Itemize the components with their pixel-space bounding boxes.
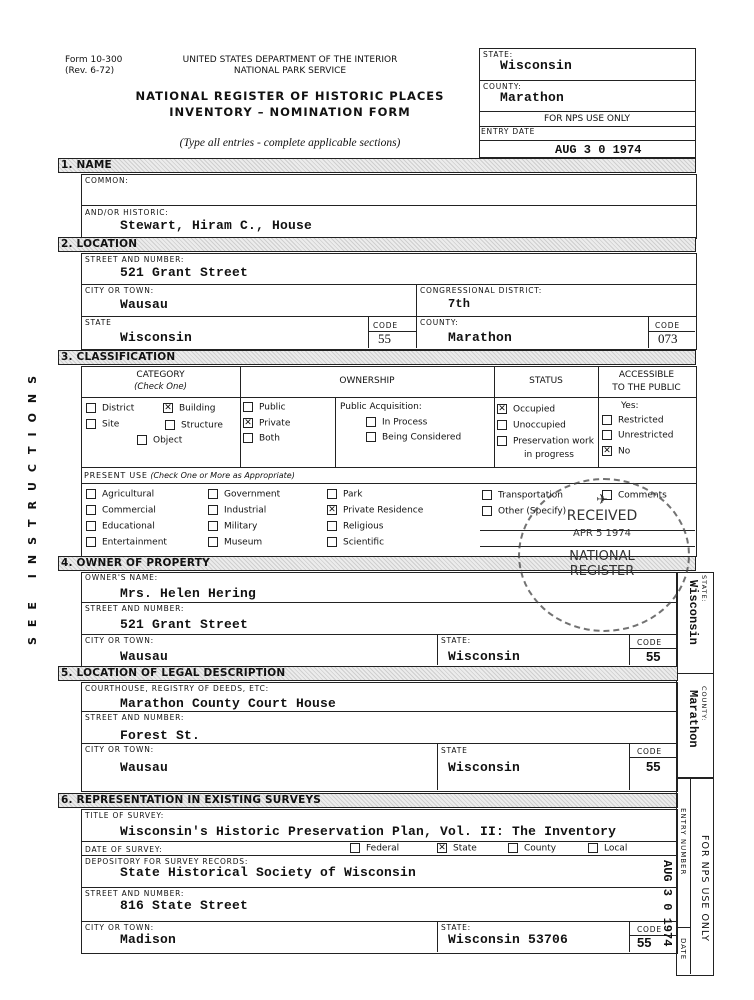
use-industrial[interactable] bbox=[208, 505, 266, 516]
form-number bbox=[65, 55, 122, 77]
checkbox[interactable] bbox=[508, 843, 518, 853]
option-label: Building bbox=[179, 403, 216, 414]
survey-level-federal[interactable] bbox=[350, 843, 399, 854]
owner-street-label: STREET AND NUMBER: bbox=[85, 604, 185, 613]
side-nps-use-only-label: FOR NPS USE ONLY bbox=[699, 835, 710, 942]
accessible-header bbox=[598, 369, 695, 395]
section-4-header: 4. OWNER OF PROPERTY bbox=[58, 556, 696, 571]
checkbox[interactable] bbox=[366, 417, 376, 427]
agency-heading bbox=[150, 55, 430, 77]
accessible-no[interactable] bbox=[602, 446, 630, 457]
form-title-line1: NATIONAL REGISTER OF HISTORIC PLACES bbox=[135, 89, 445, 103]
accessible-header-line1: ACCESSIBLE bbox=[618, 370, 675, 380]
checkbox[interactable] bbox=[327, 521, 337, 531]
depository-city-field[interactable]: Madison bbox=[120, 932, 177, 947]
checkbox[interactable] bbox=[86, 489, 96, 499]
location-county-field[interactable]: Marathon bbox=[448, 330, 513, 345]
option-label: County bbox=[524, 843, 557, 854]
side-county-value[interactable]: Marathon bbox=[686, 690, 700, 748]
option-label: Scientific bbox=[343, 537, 385, 548]
airplane-icon: ✈ bbox=[596, 492, 608, 508]
option-label: Public bbox=[259, 402, 286, 413]
location-county-label: COUNTY: bbox=[420, 318, 459, 327]
legal-state-label: STATE bbox=[441, 746, 468, 755]
owner-street-field[interactable]: 521 Grant Street bbox=[120, 617, 249, 632]
acquisition-being-considered[interactable] bbox=[366, 432, 461, 443]
use-agricultural[interactable] bbox=[86, 489, 154, 500]
checkbox[interactable] bbox=[86, 505, 96, 515]
checkbox[interactable] bbox=[208, 521, 218, 531]
owner-name-label: OWNER'S NAME: bbox=[85, 573, 158, 582]
checkbox[interactable] bbox=[588, 843, 598, 853]
section-1-header: 1. NAME bbox=[58, 158, 696, 173]
option-label: District bbox=[102, 403, 135, 414]
side-state-label: STATE: bbox=[700, 575, 708, 603]
accessible-restricted[interactable] bbox=[602, 415, 664, 426]
side-date-label: DATE bbox=[679, 938, 687, 961]
option-label: No bbox=[618, 446, 631, 457]
option-label: Unoccupied bbox=[513, 420, 566, 431]
depository-field[interactable]: State Historical Society of Wisconsin bbox=[120, 865, 417, 880]
option-label: Military bbox=[224, 521, 258, 532]
ownership-public[interactable] bbox=[243, 402, 286, 413]
option-label: Federal bbox=[366, 843, 400, 854]
section-5-header: 5. LOCATION OF LEGAL DESCRIPTION bbox=[58, 666, 678, 681]
top-state-value[interactable]: Wisconsin bbox=[500, 58, 573, 73]
survey-title-label: TITLE OF SURVEY: bbox=[85, 811, 165, 820]
stamp-national: NATIONAL bbox=[569, 549, 635, 564]
option-label: Site bbox=[102, 419, 120, 430]
common-name-label: COMMON: bbox=[85, 176, 129, 185]
checkbox-checked[interactable]: ✕ bbox=[328, 505, 336, 515]
checkbox[interactable] bbox=[208, 505, 218, 515]
option-label: Other (Specify) bbox=[498, 506, 567, 517]
status-header: STATUS bbox=[529, 376, 563, 386]
legal-city-field[interactable]: Wausau bbox=[120, 760, 169, 775]
use-park[interactable] bbox=[327, 489, 362, 500]
checkbox[interactable] bbox=[208, 489, 218, 499]
legal-street-label: STREET AND NUMBER: bbox=[85, 713, 185, 722]
survey-level-local[interactable] bbox=[588, 843, 627, 854]
category-site[interactable] bbox=[86, 419, 119, 430]
department-text: UNITED STATES DEPARTMENT OF THE INTERIOR bbox=[182, 55, 398, 65]
checkbox[interactable] bbox=[482, 506, 492, 516]
use-entertainment[interactable] bbox=[86, 537, 167, 548]
accessible-yes-label: Yes: bbox=[621, 401, 639, 411]
option-label: Unrestricted bbox=[618, 430, 674, 441]
status-occupied[interactable] bbox=[497, 404, 555, 415]
option-label: Occupied bbox=[513, 404, 556, 415]
option-label: Educational bbox=[102, 521, 155, 532]
entry-date-stamp: AUG 3 0 1974 bbox=[555, 143, 642, 157]
location-state-label: STATE bbox=[85, 318, 112, 327]
checkbox[interactable] bbox=[86, 537, 96, 547]
use-military[interactable] bbox=[208, 521, 257, 532]
depository-city-label: CITY OR TOWN: bbox=[85, 923, 154, 932]
checkbox[interactable] bbox=[208, 537, 218, 547]
accessible-unrestricted[interactable] bbox=[602, 430, 673, 441]
option-label: Being Considered bbox=[382, 432, 462, 443]
historic-name-label: AND/OR HISTORIC: bbox=[85, 208, 169, 217]
checkbox[interactable] bbox=[86, 521, 96, 531]
legal-code-label: CODE bbox=[637, 747, 662, 756]
present-use-note: (Check One or More as Appropriate) bbox=[150, 471, 295, 480]
owner-code-field[interactable]: 55 bbox=[646, 649, 661, 664]
option-label: Transportation bbox=[498, 490, 563, 501]
county-code-field[interactable]: 073 bbox=[658, 331, 678, 346]
legal-street-field[interactable]: Forest St. bbox=[120, 728, 201, 743]
see-instructions-side: SEE INSTRUCTIONS bbox=[26, 365, 39, 645]
use-museum[interactable] bbox=[208, 537, 262, 548]
survey-date-label: DATE OF SURVEY: bbox=[85, 845, 163, 854]
present-use-label: PRESENT USE bbox=[84, 471, 148, 480]
checkbox[interactable] bbox=[243, 402, 253, 412]
status-in-progress-text: in progress bbox=[524, 450, 574, 460]
checkbox-checked[interactable]: ✕ bbox=[164, 403, 172, 413]
entry-date-label: ENTRY DATE bbox=[481, 127, 536, 136]
location-street-field[interactable]: 521 Grant Street bbox=[120, 265, 249, 280]
owner-city-label: CITY OR TOWN: bbox=[85, 636, 154, 645]
category-structure[interactable] bbox=[165, 420, 223, 431]
instructions-note: (Type all entries - complete applicable sections) bbox=[179, 137, 401, 149]
depository-label: DEPOSITORY FOR SURVEY RECORDS: bbox=[85, 857, 249, 866]
owner-name-field[interactable]: Mrs. Helen Hering bbox=[120, 586, 257, 601]
top-county-value[interactable]: Marathon bbox=[500, 90, 565, 105]
checkbox[interactable] bbox=[86, 419, 96, 429]
top-county-label: COUNTY: bbox=[483, 82, 522, 91]
side-entry-number-label: ENTRY NUMBER bbox=[679, 808, 687, 876]
congressional-district-field[interactable]: 7th bbox=[448, 297, 471, 311]
side-date-stamp: AUG 3 0 1974 bbox=[660, 860, 674, 947]
checkbox[interactable] bbox=[602, 430, 612, 440]
form-revision-text: (Rev. 6-72) bbox=[65, 66, 115, 76]
present-use-heading bbox=[84, 471, 295, 480]
survey-title-field[interactable]: Wisconsin's Historic Preservation Plan, Vol. II: The Inventory bbox=[120, 824, 617, 839]
location-street-label: STREET AND NUMBER: bbox=[85, 255, 185, 264]
stamp-register: REGISTER bbox=[569, 564, 635, 579]
location-city-label: CITY OR TOWN: bbox=[85, 286, 154, 295]
checkbox[interactable] bbox=[497, 436, 507, 446]
option-label: Comments bbox=[618, 490, 667, 501]
checkbox[interactable] bbox=[165, 420, 175, 430]
received-stamp-text bbox=[520, 478, 684, 628]
legal-code-field[interactable]: 55 bbox=[646, 759, 661, 774]
checkbox-checked[interactable]: ✕ bbox=[498, 404, 506, 414]
stamp-received: RECEIVED bbox=[566, 508, 638, 524]
ownership-both[interactable] bbox=[243, 433, 280, 444]
option-label: Religious bbox=[343, 521, 384, 532]
option-label: Commercial bbox=[102, 505, 156, 516]
category-header bbox=[81, 369, 240, 393]
depository-code-label: CODE bbox=[637, 925, 662, 934]
option-label: State bbox=[453, 843, 477, 854]
use-private-residence[interactable] bbox=[327, 505, 423, 516]
nps-use-only-label: FOR NPS USE ONLY bbox=[543, 114, 631, 124]
option-label: Restricted bbox=[618, 415, 664, 426]
option-label: Museum bbox=[224, 537, 263, 548]
option-label: Park bbox=[343, 489, 363, 500]
depository-street-label: STREET AND NUMBER: bbox=[85, 889, 185, 898]
option-label: Private bbox=[259, 418, 291, 429]
side-county-label: COUNTY: bbox=[700, 686, 708, 722]
option-label: Government bbox=[224, 489, 281, 500]
checkbox[interactable] bbox=[366, 432, 376, 442]
congressional-district-label: CONGRESSIONAL DISTRICT: bbox=[420, 286, 543, 295]
survey-level-county[interactable] bbox=[508, 843, 556, 854]
option-label: Object bbox=[153, 435, 183, 446]
status-unoccupied[interactable] bbox=[497, 420, 566, 431]
public-acquisition-label: Public Acquisition: bbox=[340, 402, 422, 412]
section-2-header: 2. LOCATION bbox=[58, 237, 696, 252]
use-religious[interactable] bbox=[327, 521, 384, 532]
status-preservation-work[interactable] bbox=[497, 436, 594, 447]
depository-state-label: STATE: bbox=[441, 923, 471, 932]
depository-code-field[interactable]: 55 bbox=[637, 935, 652, 950]
checkbox[interactable] bbox=[137, 435, 147, 445]
checkbox[interactable] bbox=[350, 843, 360, 853]
category-header-text: CATEGORY bbox=[136, 370, 185, 380]
checkbox[interactable] bbox=[482, 490, 492, 500]
option-label: Agricultural bbox=[102, 489, 155, 500]
checkbox[interactable] bbox=[86, 403, 96, 413]
option-label: In Process bbox=[382, 417, 428, 428]
form-title-line2: INVENTORY – NOMINATION FORM bbox=[169, 105, 411, 119]
location-city-field[interactable]: Wausau bbox=[120, 297, 169, 312]
owner-code-label: CODE bbox=[637, 638, 662, 647]
county-code-label: CODE bbox=[655, 321, 680, 330]
use-commercial[interactable] bbox=[86, 505, 156, 516]
option-label: Both bbox=[259, 433, 280, 444]
category-subheader-text: (Check One) bbox=[134, 382, 187, 392]
use-educational[interactable] bbox=[86, 521, 155, 532]
side-state-value[interactable]: Wisconsin bbox=[686, 580, 700, 645]
stamp-date: APR 5 1974 bbox=[573, 528, 631, 539]
option-label: Preservation work bbox=[513, 436, 594, 447]
legal-city-label: CITY OR TOWN: bbox=[85, 745, 154, 754]
option-label: Private Residence bbox=[343, 505, 424, 516]
ownership-header: OWNERSHIP bbox=[339, 376, 395, 386]
checkbox[interactable] bbox=[327, 537, 337, 547]
checkbox-checked[interactable]: ✕ bbox=[244, 418, 252, 428]
courthouse-label: COURTHOUSE, REGISTRY OF DEEDS, ETC: bbox=[85, 684, 269, 693]
state-code-field[interactable]: 55 bbox=[378, 331, 391, 346]
owner-state-label: STATE: bbox=[441, 636, 471, 645]
owner-city-field[interactable]: Wausau bbox=[120, 649, 169, 664]
state-code-label: CODE bbox=[373, 321, 398, 330]
option-label: Local bbox=[604, 843, 628, 854]
category-building[interactable] bbox=[163, 403, 216, 414]
option-label: Entertainment bbox=[102, 537, 167, 548]
form-number-text: Form 10-300 bbox=[65, 55, 123, 65]
courthouse-field[interactable]: Marathon County Court House bbox=[120, 696, 337, 711]
survey-level-state[interactable] bbox=[437, 843, 477, 854]
checkbox[interactable] bbox=[602, 415, 612, 425]
option-label: Industrial bbox=[224, 505, 267, 516]
section-3-header: 3. CLASSIFICATION bbox=[58, 350, 696, 365]
checkbox[interactable] bbox=[243, 433, 253, 443]
checkbox[interactable] bbox=[497, 420, 507, 430]
ownership-private[interactable] bbox=[243, 418, 290, 429]
form-title bbox=[120, 88, 460, 120]
depository-street-field[interactable]: 816 State Street bbox=[120, 898, 249, 913]
legal-state-field[interactable]: Wisconsin bbox=[448, 760, 521, 775]
section-6-header: 6. REPRESENTATION IN EXISTING SURVEYS bbox=[58, 793, 678, 808]
service-text: NATIONAL PARK SERVICE bbox=[233, 66, 347, 76]
accessible-header-line2: TO THE PUBLIC bbox=[612, 383, 681, 393]
use-scientific[interactable] bbox=[327, 537, 384, 548]
checkbox-checked[interactable]: ✕ bbox=[603, 446, 611, 456]
top-state-label: STATE: bbox=[483, 50, 513, 59]
checkbox-checked[interactable]: ✕ bbox=[438, 843, 446, 853]
category-object[interactable] bbox=[137, 435, 182, 446]
historic-name-field[interactable]: Stewart, Hiram C., House bbox=[120, 218, 313, 233]
owner-state-field[interactable]: Wisconsin bbox=[448, 649, 521, 664]
checkbox[interactable] bbox=[327, 489, 337, 499]
depository-state-field[interactable]: Wisconsin 53706 bbox=[448, 932, 569, 947]
use-government[interactable] bbox=[208, 489, 280, 500]
location-state-field[interactable]: Wisconsin bbox=[120, 330, 193, 345]
category-district[interactable] bbox=[86, 403, 134, 414]
acquisition-in-process[interactable] bbox=[366, 417, 427, 428]
option-label: Structure bbox=[181, 420, 223, 431]
